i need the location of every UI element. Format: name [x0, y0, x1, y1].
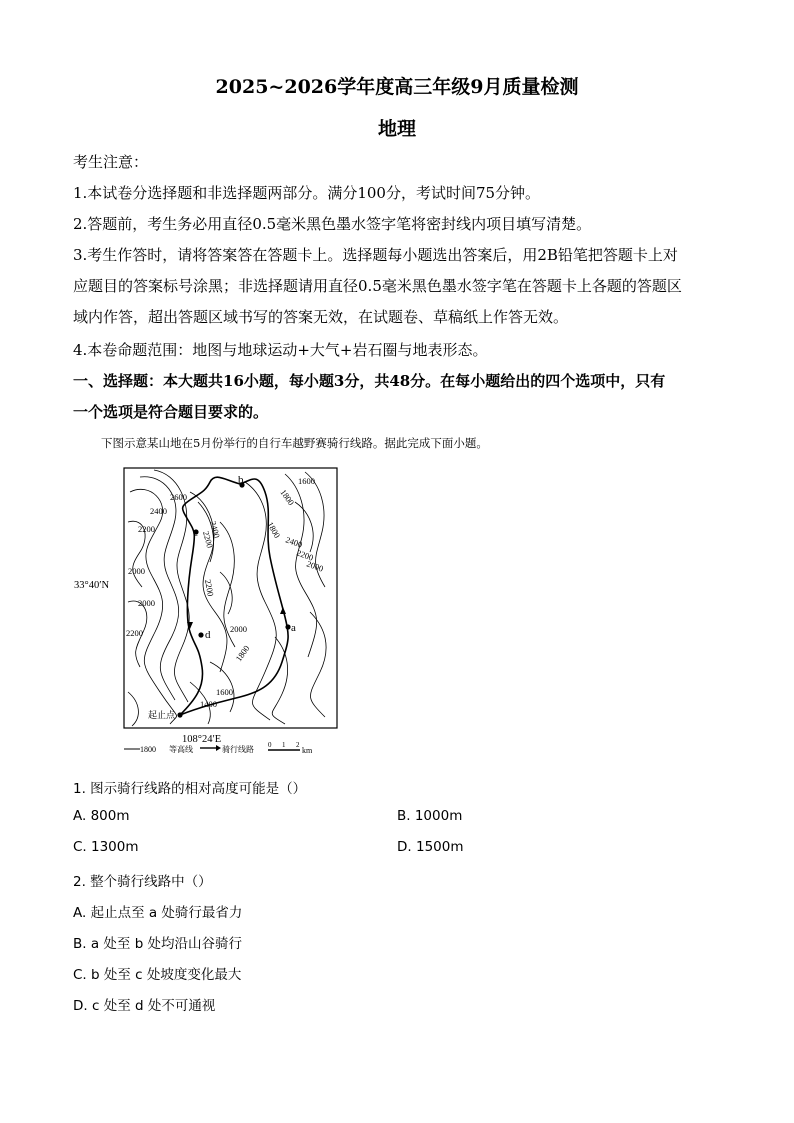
section-heading: 一个选项是符合题目要求的。	[73, 403, 269, 421]
question-1-option-d[interactable]: D. 1500m	[397, 839, 464, 855]
svg-text:2200: 2200	[295, 547, 315, 563]
latitude-label: 33°40′N	[74, 580, 110, 591]
legend-scale-unit: km	[302, 746, 313, 755]
map-intro: 下图示意某山地在5月份举行的自行车越野赛骑行线路。据此完成下面小题。	[101, 436, 488, 450]
svg-text:2200: 2200	[126, 628, 143, 638]
notice-item: 域内作答，超出答题区域书写的答案无效，在试题卷、草稿纸上作答无效。	[73, 308, 569, 326]
notice-item: 3.考生作答时，请将答案答在答题卡上。选择题每小题选出答案后，用2B铅笔把答题卡上对	[73, 246, 678, 264]
point-b-label: b	[238, 474, 244, 486]
svg-text:1800: 1800	[278, 487, 297, 508]
svg-text:1800: 1800	[233, 643, 252, 664]
svg-text:2400: 2400	[208, 519, 223, 539]
svg-text:2000: 2000	[138, 598, 155, 608]
svg-text:2600: 2600	[170, 492, 187, 502]
question-2-option-c[interactable]: C. b 处至 c 处坡度变化最大	[73, 967, 242, 983]
svg-text:2000: 2000	[230, 624, 247, 634]
question-2-option-d[interactable]: D. c 处至 d 处不可通视	[73, 998, 216, 1014]
question-2-option-b[interactable]: B. a 处至 b 处均沿山谷骑行	[73, 936, 243, 952]
question-1-option-b[interactable]: B. 1000m	[397, 808, 463, 824]
question-2-option-a[interactable]: A. 起止点至 a 处骑行最省力	[73, 905, 243, 921]
svg-text:2200: 2200	[203, 578, 216, 598]
point-d-label: d	[205, 629, 211, 641]
notice-item: 1.本试卷分选择题和非选择题两部分。满分100分，考试时间75分钟。	[73, 184, 541, 202]
svg-text:1600: 1600	[298, 476, 315, 486]
notice-item: 4.本卷命题范围：地图与地球运动+大气+岩石圈与地表形态。	[73, 341, 488, 359]
question-1-option-a[interactable]: A. 800m	[73, 808, 130, 824]
notice-item: 应题目的答案标号涂黑；非选择题请用直径0.5毫米黑色墨水签字笔在答题卡上各题的答题区	[73, 277, 682, 295]
svg-text:2200: 2200	[138, 524, 155, 534]
svg-text:1400: 1400	[200, 699, 217, 709]
start-label: 起止点	[148, 710, 176, 720]
point-c-label: c	[193, 527, 198, 539]
svg-text:1600: 1600	[216, 687, 233, 697]
legend-contour-text: 等高线	[169, 745, 193, 754]
svg-text:1: 1	[282, 741, 286, 749]
question-1-stem: 1. 图示骑行线路的相对高度可能是（）	[73, 781, 307, 797]
legend-contour-value: 1800	[140, 745, 156, 754]
svg-text:2000: 2000	[305, 558, 325, 574]
question-2-stem: 2. 整个骑行线路中（）	[73, 874, 212, 890]
contour-map	[70, 462, 360, 757]
subject-title: 地理	[377, 118, 416, 140]
svg-text:2400: 2400	[150, 506, 167, 516]
longitude-label: 108°24′E	[182, 734, 222, 745]
svg-text:2400: 2400	[284, 534, 304, 550]
notice-heading: 考生注意：	[73, 153, 149, 171]
svg-text:2200: 2200	[201, 529, 216, 549]
svg-text:2: 2	[296, 741, 300, 749]
point-a-label: a	[291, 622, 296, 634]
svg-text:0: 0	[268, 741, 272, 749]
legend-route-text: 骑行线路	[222, 745, 254, 754]
svg-text:2000: 2000	[128, 566, 145, 576]
notice-item: 2.答题前，考生务必用直径0.5毫米黑色墨水签字笔将密封线内项目填写清楚。	[73, 215, 592, 233]
section-heading: 一、选择题：本大题共16小题，每小题3分，共48分。在每小题给出的四个选项中，只有	[73, 372, 666, 390]
question-1-option-c[interactable]: C. 1300m	[73, 839, 139, 855]
exam-title: 2025~2026学年度高三年级9月质量检测	[215, 76, 579, 98]
svg-text:1800: 1800	[265, 520, 283, 540]
